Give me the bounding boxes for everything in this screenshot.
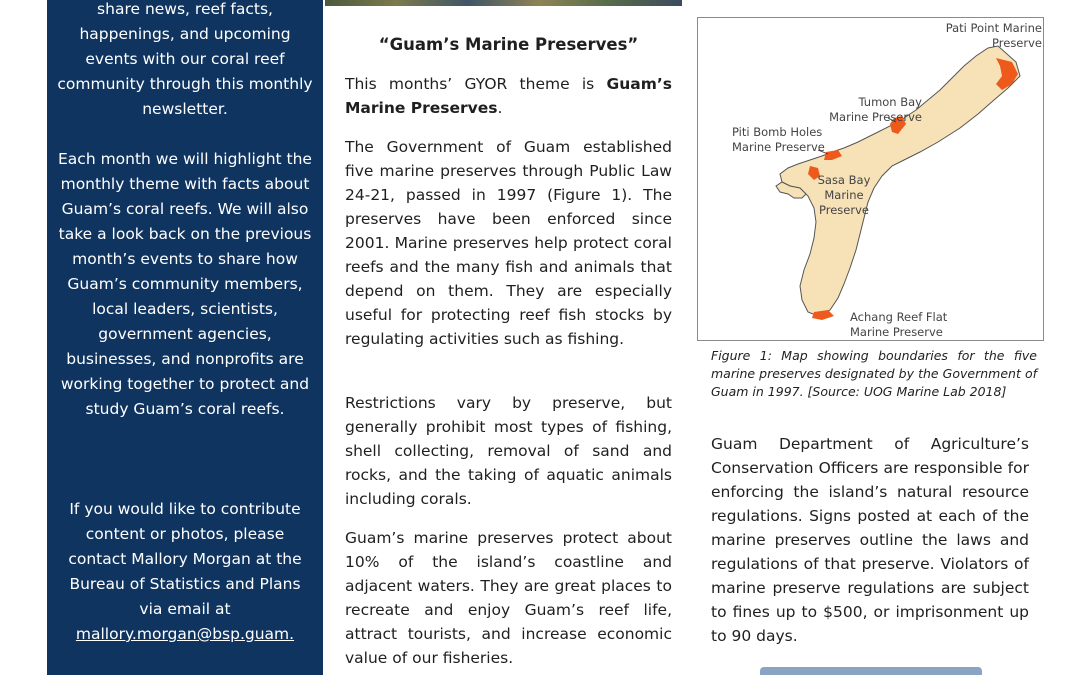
achang-reef-flat-label	[850, 310, 947, 340]
piti-bomb-holes-label-line-2: Marine Preserve	[732, 140, 825, 154]
pati-point-label	[942, 21, 1042, 51]
theme-name: Guam’s Marine Preserves	[345, 75, 672, 117]
achang-reef-flat-label-line-1: Achang Reef Flat	[850, 310, 948, 324]
restrictions-paragraph: Restrictions vary by preserve, but generally prohibit most types of fishing, shell collecting, removal of sand and rocks, and the taking of aquatic animals including corals.	[345, 394, 672, 508]
tumon-bay-label-line-2: Marine Preserve	[829, 110, 922, 124]
coastline-paragraph: Guam’s marine preserves protect about 10% of the island’s coastline and adjacent waters. They are great places to recreate and enjoy Guam’s reef life, attract tourists, and increase economic value of our fisheries.	[345, 529, 672, 667]
bottom-decoration-bar	[760, 667, 982, 675]
piti-bomb-holes-label	[732, 125, 825, 155]
theme-prefix: This months’ GYOR theme is	[345, 75, 607, 93]
sasa-bay-label-line-2: Marine	[824, 188, 864, 202]
guam-map-figure	[697, 17, 1044, 341]
sidebar-contribute-text	[57, 497, 313, 647]
tumon-bay-label	[826, 95, 922, 125]
sidebar-panel	[47, 0, 323, 675]
enforcement-paragraph: Guam Department of Agriculture’s Conservation Officers are responsible for enforcing the island’s natural resource regulations. Signs posted at each of the marine preserves outline the laws and regulations of that preserve. Violators of marine preserve regulations are subject to fines up to $500, or imprisonment up to 90 days.	[711, 435, 1029, 645]
theme-paragraph	[345, 72, 672, 120]
theme-suffix: .	[497, 99, 503, 117]
reef-photo-strip	[325, 0, 682, 6]
sasa-bay-label-line-3: Preserve	[819, 203, 869, 217]
pati-point-label-line-1: Pati Point Marine	[945, 21, 1042, 35]
piti-bomb-holes-label-line-1: Piti Bomb Holes	[732, 125, 823, 139]
sidebar-highlight-text: Each month we will highlight the monthly theme with facts about Guam’s coral reefs. We will also take a look back on the previous month’s events to share how Guam’s community members, local leaders, scientists, government agencies, businesses, and nonprofits are working together to protect and study Guam’s coral reefs.	[58, 150, 312, 418]
tumon-bay-label-line-1: Tumon Bay	[858, 95, 922, 109]
contact-email-link[interactable]: mallory.morgan@bsp.guam.	[75, 625, 295, 643]
sidebar-contribute-label: If you would like to contribute content or photos, please contact Mallory Morgan at the Bureau of Statistics and Plans via email at	[68, 500, 302, 618]
sidebar-intro-text: share news, reef facts, happenings, and upcoming events with our coral reef community through this monthly newsletter.	[57, 0, 313, 118]
pati-point-label-line-2: Preserve	[992, 36, 1042, 50]
achang-reef-flat-label-line-2: Marine Preserve	[850, 325, 943, 339]
sasa-bay-label	[816, 173, 872, 218]
figure-caption: Figure 1: Map showing boundaries for the five marine preserves designated by the Government of Guam in 1997. [Source: UOG Marine Lab 2018]	[711, 348, 1037, 399]
preserves-paragraph: The Government of Guam established five marine preserves through Public Law 24-21, passed in 1997 (Figure 1). The preserves have been enforced since 2001. Marine preserves help protect coral reefs and the many fish and animals that depend on them. They are especially useful for protecting reef fish stocks by regulating activities such as fishing.	[345, 138, 672, 348]
article-title: “Guam’s Marine Preserves”	[378, 35, 639, 54]
sasa-bay-label-line-1: Sasa Bay	[817, 173, 871, 187]
